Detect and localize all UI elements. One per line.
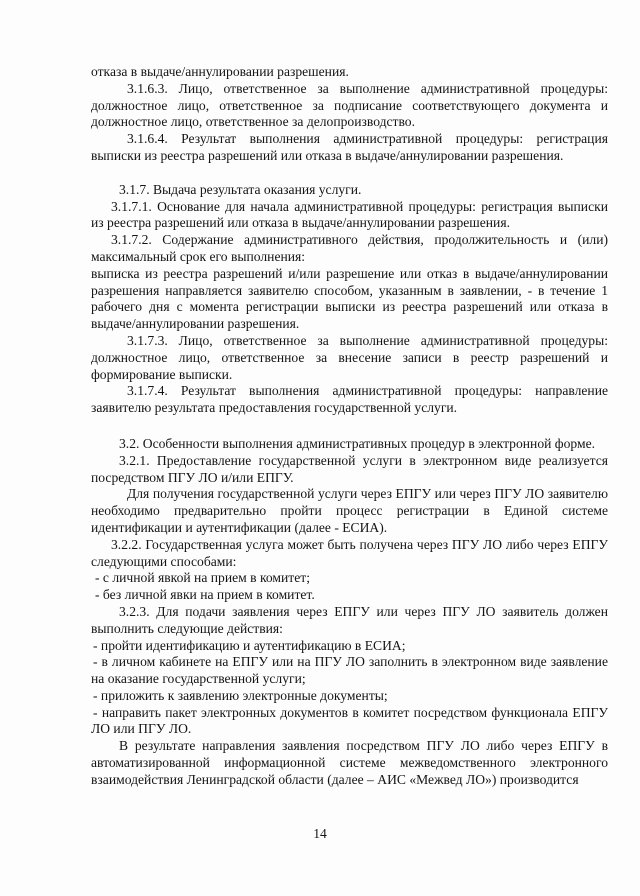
page-number: 14 — [313, 826, 327, 841]
paragraph-3-1-6-4: 3.1.6.4. Результат выполнения административной процедуры: регистрация выписки из реестра разрешений или отказа в выдаче/аннулировании разрешения. — [91, 131, 608, 163]
paragraph-3-1-7-2: 3.1.7.2. Содержание административного действия, продолжительность и (или) максимальный срок его выполнения: — [91, 232, 608, 264]
spacer — [91, 165, 608, 182]
paragraph-refusal-continuation: отказа в выдаче/аннулировании разрешения. — [91, 64, 349, 79]
list-item-without-visit: - без личной явки на прием в комитет. — [95, 587, 315, 603]
list-item-send-package: - направить пакет электронных документов в комитет посредством функционала ЕПГУ ЛО или ПГУ ЛО. — [91, 704, 608, 737]
paragraph-3-2-3: 3.2.3. Для подачи заявления через ЕПГУ или через ПГУ ЛО заявитель должен выполнить следующие действия: — [91, 603, 608, 636]
paragraph-3-2-heading: 3.2. Особенности выполнения административных процедур в электронной форме. — [119, 435, 596, 451]
list-item-with-visit: - с личной явкой на прием в комитет; — [95, 570, 310, 586]
list-item-attach-documents: - приложить к заявлению электронные документы; — [93, 687, 388, 703]
list-item-identification: - пройти идентификацию и аутентификацию в ЕСИА; — [93, 637, 406, 653]
paragraph-3-2-1: 3.2.1. Предоставление государственной услуги в электронном виде реализуется посредством ПГУ ЛО и/или ЕПГУ. — [91, 452, 608, 485]
paragraph-ais-mezhved: В результате направления заявления посредством ПГУ ЛО либо через ЕПГУ в автоматизированной информационной системе межведомственного электронного взаимодействия Ленинградской области (далее – АИС «Межвед ЛО») производится — [91, 738, 608, 787]
paragraph-3-1-6-3: 3.1.6.3. Лицо, ответственное за выполнение административной процедуры: должностное лицо, ответственное за подписание соответствующего документа и должностное лицо, ответственное за делопроизводство. — [91, 80, 608, 130]
paragraph-3-2-2: 3.2.2. Государственная услуга может быть получена через ПГУ ЛО либо через ЕПГУ следующими способами: — [91, 536, 608, 569]
paragraph-3-1-7-3: 3.1.7.3. Лицо, ответственное за выполнение административной процедуры: должностное лицо, ответственное за внесение записи в реестр разрешений и формирование выписки. — [91, 332, 608, 382]
paragraph-3-1-7-1: 3.1.7.1. Основание для начала административной процедуры: регистрация выписки из реестра разрешений или отказа в выдаче/аннулировании разрешения. — [91, 198, 608, 231]
paragraph-esia-registration: Для получения государственной услуги через ЕПГУ или через ПГУ ЛО заявителю необходимо предварительно пройти процесс регистрации в Единой системе идентификации и аутентификации (далее - ЕСИА). — [91, 486, 608, 535]
spacer — [91, 417, 608, 436]
list-item-fill-application: - в личном кабинете на ЕПГУ или на ПГУ ЛО заполнить в электронном виде заявление на оказание государственной услуги; — [91, 654, 608, 687]
paragraph-3-1-7-heading: 3.1.7. Выдача результата оказания услуги. — [119, 181, 362, 197]
paragraph-3-1-7-4: 3.1.7.4. Результат выполнения административной процедуры: направление заявителю результата предоставления государственной услуги. — [91, 383, 608, 416]
paragraph-delivery-method: выписка из реестра разрешений и/или разрешение или отказ в выдаче/аннулировании разрешения направляется заявителю способом, указанным в заявлении, - в течение 1 рабочего дня с момента регистрации выписки из реестра разрешений или отказа в выдаче/аннулировании разрешения. — [91, 265, 608, 332]
